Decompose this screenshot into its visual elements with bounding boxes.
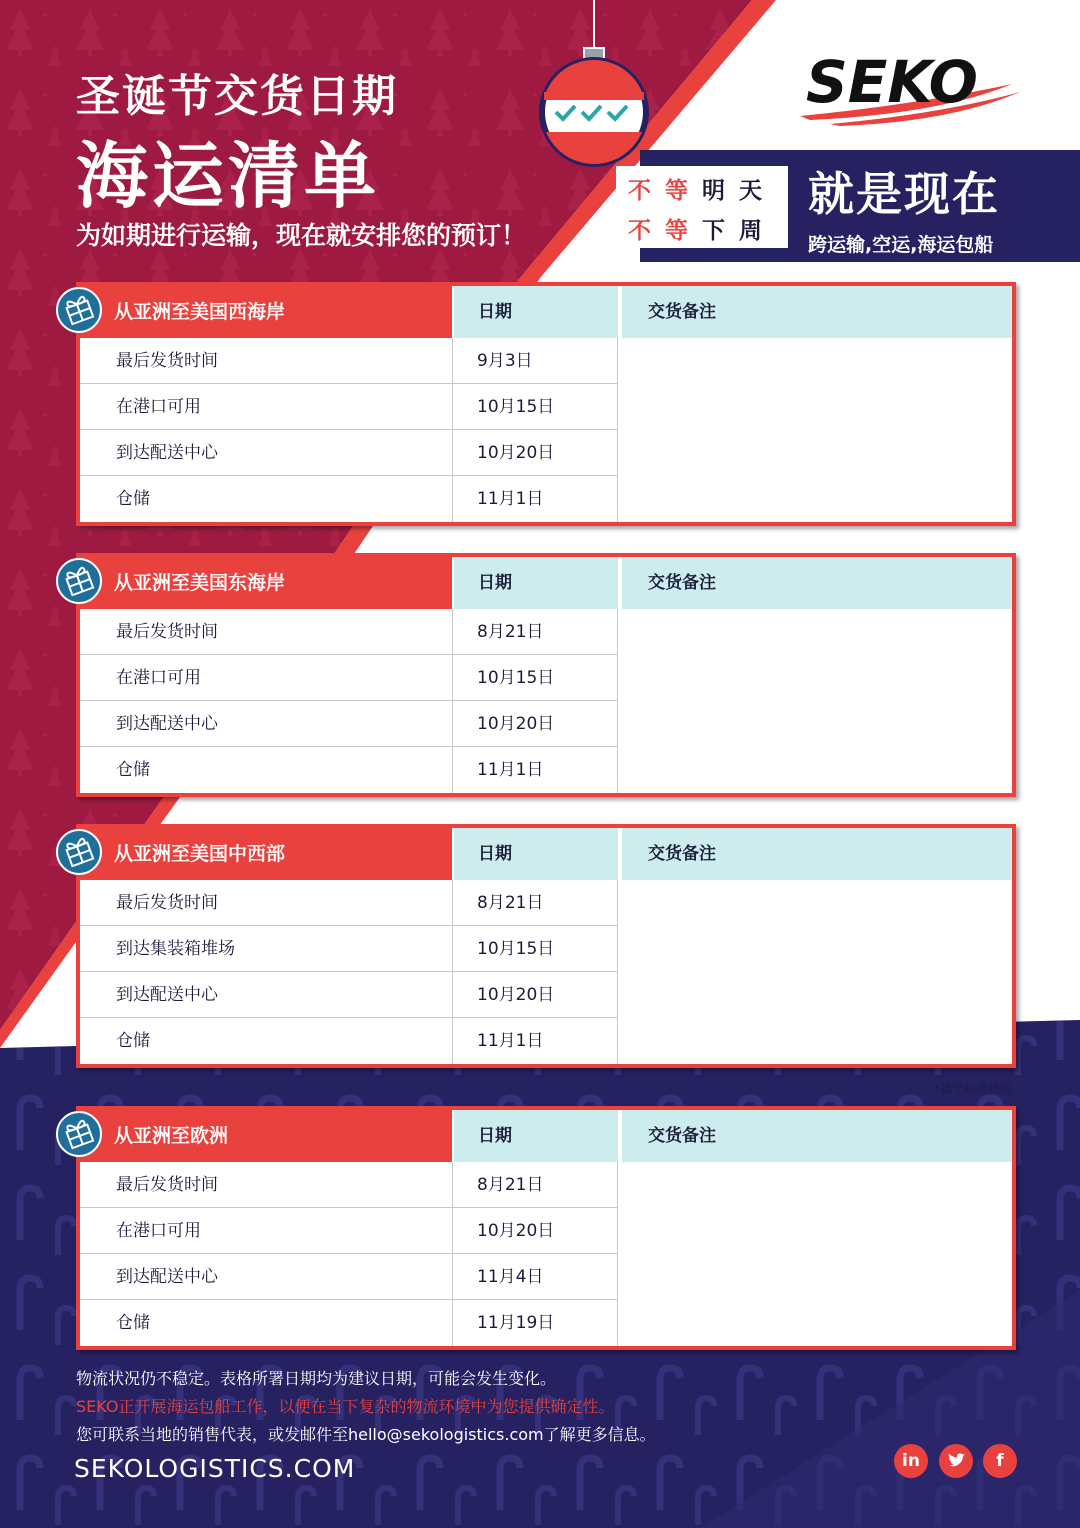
table-row (80, 880, 1012, 926)
notes-column-header: 交货备注 (620, 557, 1012, 609)
row-label: 仓储 (116, 489, 150, 509)
table-title: 从亚洲至美国西海岸 (80, 286, 452, 338)
footnote: *基于标准轨道 (933, 1082, 1012, 1096)
table-header (80, 828, 1012, 880)
row-label: 在港口可用 (80, 655, 452, 701)
footer-line2: SEKO正开展海运包船工作，以便在当下复杂的物流环境中为您提供确定性。 (76, 1397, 615, 1416)
row-date: 10月15日 (452, 655, 618, 701)
table-header (80, 1110, 1012, 1162)
row-label: 最后发货时间 (80, 338, 452, 384)
table-row (80, 1254, 1012, 1300)
row-date: 10月15日 (452, 926, 618, 972)
table-header (80, 557, 1012, 609)
date-column-header: 日期 (452, 828, 618, 880)
row-label: 到达配送中心 (80, 701, 452, 747)
table-title: 从亚洲至美国东海岸 (80, 557, 452, 609)
row-date: 10月20日 (452, 430, 618, 476)
now-subtext: 跨运输,空运,海运包船 (808, 234, 994, 256)
footer-line3: 您可联系当地的销售代表，或发邮件至hello@sekologistics.com了解更多信息。 (76, 1425, 656, 1444)
table-title: 从亚洲至美国中西部 (80, 828, 452, 880)
title-line2: 海运清单 (76, 134, 381, 218)
row-label: 最后发货时间 (80, 1162, 452, 1208)
table-title: 从亚洲至欧洲 (80, 1110, 452, 1162)
gift-icon (56, 1111, 102, 1157)
twitter-bird-icon (939, 1444, 973, 1478)
website-link[interactable]: SEKOLOGISTICS.COM (74, 1454, 356, 1483)
table-row (80, 1208, 1012, 1254)
row-label: 在港口可用 (80, 384, 452, 430)
row-date: 8月21日 (452, 1162, 618, 1208)
row-label: 仓储 (116, 1031, 150, 1051)
notes-column-header: 交货备注 (620, 286, 1012, 338)
facebook-icon[interactable]: f (983, 1444, 1017, 1478)
row-label: 最后发货时间 (80, 880, 452, 926)
table-row (80, 338, 1012, 384)
wait-line1-red: 不等 (628, 178, 702, 204)
wait-line1-dark: 明天 (702, 178, 776, 204)
linkedin-icon[interactable]: in (894, 1444, 928, 1478)
table-row (80, 1162, 1012, 1208)
shipping-table-west-coast (76, 282, 1016, 526)
shipping-table-europe (76, 1106, 1016, 1350)
title-line1: 圣诞节交货日期 (76, 71, 398, 122)
table-row (80, 384, 1012, 430)
shipping-table-midwest (76, 824, 1016, 1068)
row-date: 8月21日 (452, 609, 618, 655)
gift-icon (56, 829, 102, 875)
row-date: 10月20日 (452, 1208, 618, 1254)
row-date: 11月1日 (452, 476, 618, 522)
twitter-icon[interactable] (939, 1444, 973, 1478)
table-row (80, 972, 1012, 1018)
table-header (80, 286, 1012, 338)
shipping-table-east-coast (76, 553, 1016, 797)
row-date: 10月15日 (452, 384, 618, 430)
row-date: 11月1日 (452, 1018, 618, 1064)
wait-line1 (628, 172, 776, 205)
table-row (80, 701, 1012, 747)
subtitle: 为如期进行运输，现在就安排您的预订！ (76, 221, 527, 250)
now-text: 就是现在 (808, 167, 1000, 221)
row-date: 11月1日 (452, 747, 618, 793)
wait-line2-dark: 下周 (702, 218, 776, 244)
row-label: 到达配送中心 (80, 1254, 452, 1300)
row-label: 到达集装箱堆场 (80, 926, 452, 972)
table-row (80, 655, 1012, 701)
row-label: 仓储 (116, 760, 150, 780)
date-column-header: 日期 (452, 286, 618, 338)
date-column-header: 日期 (452, 1110, 618, 1162)
table-row (80, 430, 1012, 476)
table-row (80, 747, 1012, 793)
footer-line1: 物流状况仍不稳定。表格所署日期均为建议日期，可能会发生变化。 (76, 1369, 557, 1388)
wait-line2-red: 不等 (628, 218, 702, 244)
table-row (80, 609, 1012, 655)
row-date: 8月21日 (452, 880, 618, 926)
row-date: 10月20日 (452, 701, 618, 747)
logo-text: SEKO (806, 48, 978, 116)
row-date: 9月3日 (452, 338, 618, 384)
wait-line2 (628, 212, 776, 245)
table-row (80, 1300, 1012, 1346)
row-label: 在港口可用 (80, 1208, 452, 1254)
date-column-header: 日期 (452, 557, 618, 609)
row-date: 10月20日 (452, 972, 618, 1018)
row-label: 最后发货时间 (80, 609, 452, 655)
row-label: 到达配送中心 (80, 430, 452, 476)
gift-icon (56, 287, 102, 333)
notes-column-header: 交货备注 (620, 828, 1012, 880)
table-row (80, 476, 1012, 522)
christmas-ornament-icon (536, 0, 652, 172)
table-row (80, 1018, 1012, 1064)
table-row (80, 926, 1012, 972)
seko-logo (800, 44, 1030, 130)
row-date: 11月19日 (452, 1300, 618, 1346)
notes-column-header: 交货备注 (620, 1110, 1012, 1162)
row-label: 仓储 (116, 1313, 150, 1333)
gift-icon (56, 558, 102, 604)
row-date: 11月4日 (452, 1254, 618, 1300)
wait-box (616, 166, 788, 248)
row-label: 到达配送中心 (80, 972, 452, 1018)
